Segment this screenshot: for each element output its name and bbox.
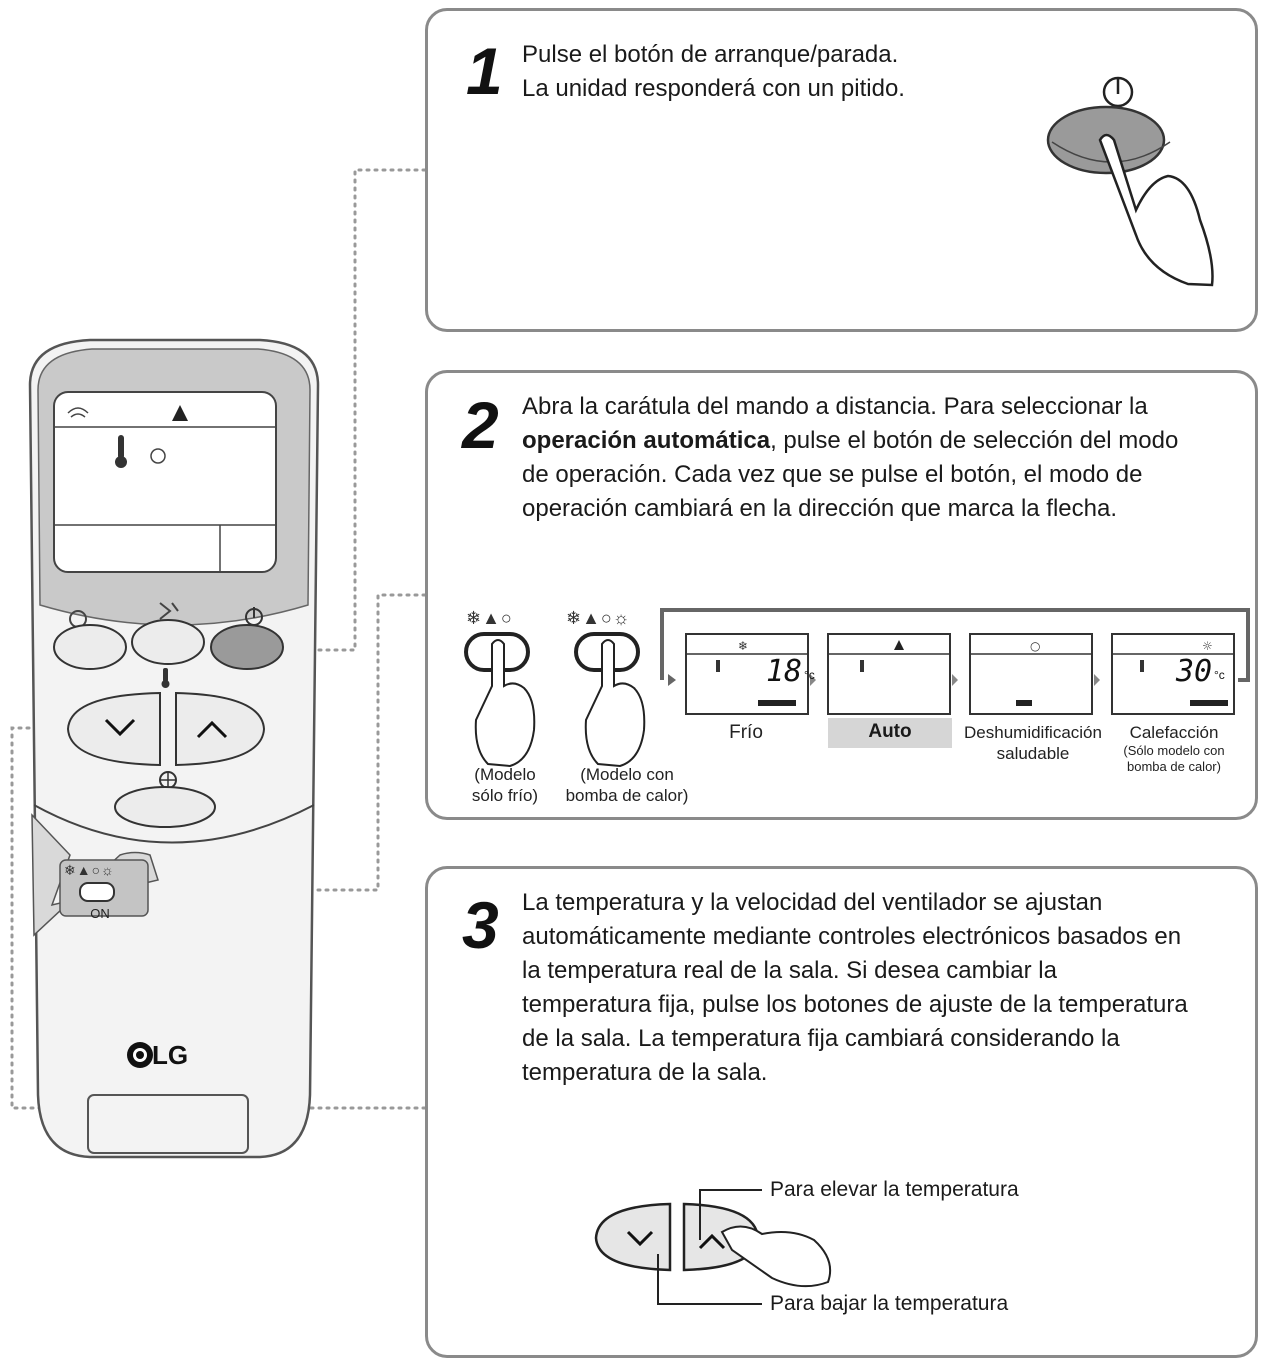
step-3-text [522,886,1240,1090]
model-label-line: (Modelo [474,765,536,784]
mode-name: Calefacción [1129,723,1219,742]
model-2-mode-icons: ❄▲○☼ [566,608,631,628]
raise-temp-callout: Para elevar la temperatura [770,1178,1019,1201]
mode-cycle-displays [656,600,1256,720]
power-button-press-illustration [1040,60,1240,300]
calefaccion-display-unit: °c [1214,668,1225,682]
step-2-line-text: , pulse el botón de selección del modo [770,427,1179,454]
step-2-line-text: operación cambiará en la dirección que marca la flecha. [522,495,1117,522]
mode-label-dehumidify [962,722,1104,764]
step-1-number: 1 [466,34,503,108]
mode-label-frio: Frío [729,722,763,743]
mode-sub: (Sólo modelo con [1123,743,1225,758]
step-2-bold-text: operación automática [522,427,771,454]
mode-label-auto: Auto [828,718,952,748]
model-1-mode-icons: ❄▲○ [466,608,513,628]
mode-sub: saludable [996,744,1070,763]
model-label-line: bomba de calor) [565,786,689,805]
calefaccion-display-temp: 30 [1176,654,1213,689]
step-2-line [522,492,1242,526]
remote-switch-label: ON [90,906,110,921]
frio-display-temp: 18 [766,654,803,689]
step-1-text [522,38,1022,106]
lower-temp-callout: Para bajar la temperatura [770,1292,1009,1315]
svg-text:❄: ❄ [738,639,749,653]
step-3-line: temperatura de la sala. [522,1059,768,1086]
step-2-number: 2 [462,388,499,462]
step-2-line [522,458,1242,492]
step-2-text [522,390,1242,526]
step-2-line-text: Abra la carátula del mando a distancia. Para seleccionar la [522,393,1148,420]
mode-sub: bomba de calor) [1127,759,1221,774]
model-1-label [460,764,550,806]
model-label-line: (Modelo con [580,765,674,784]
step-3-line: automáticamente mediante controles electrónicos basados en [522,923,1182,950]
mode-label-heating [1112,722,1236,775]
step-2-line [522,390,1242,424]
step-3-line: la temperatura real de la sala. Si desea cambiar la [522,957,1057,984]
model-label-line: sólo frío) [471,786,539,805]
mode-select-press-illustrations [458,630,678,770]
step-2-line [522,424,1242,458]
step-1-line: La unidad responderá con un pitido. [522,75,905,102]
svg-text:○: ○ [1030,639,1041,653]
mode-name: Deshumidificación [964,723,1102,742]
step-3-number: 3 [462,888,499,962]
svg-text:☼: ☼ [1202,639,1213,653]
step-2-line-text: de operación. Cada vez que se pulse el botón, el modo de [522,461,1143,488]
step-1-line: Pulse el botón de arranque/parada. [522,41,899,68]
frio-display-unit: °c [804,668,815,682]
model-2-label [562,764,692,806]
step-3-line: temperatura fija, pulse los botones de ajuste de la temperatura [522,991,1188,1018]
step-3-line: La temperatura y la velocidad del ventilador se ajustan [522,889,1103,916]
remote-brand-logo: LG [152,1040,189,1070]
step-3-line: de la sala. La temperatura fija cambiará considerando la [522,1025,1120,1052]
remote-mode-icons: ❄▲○☼ [64,862,115,878]
